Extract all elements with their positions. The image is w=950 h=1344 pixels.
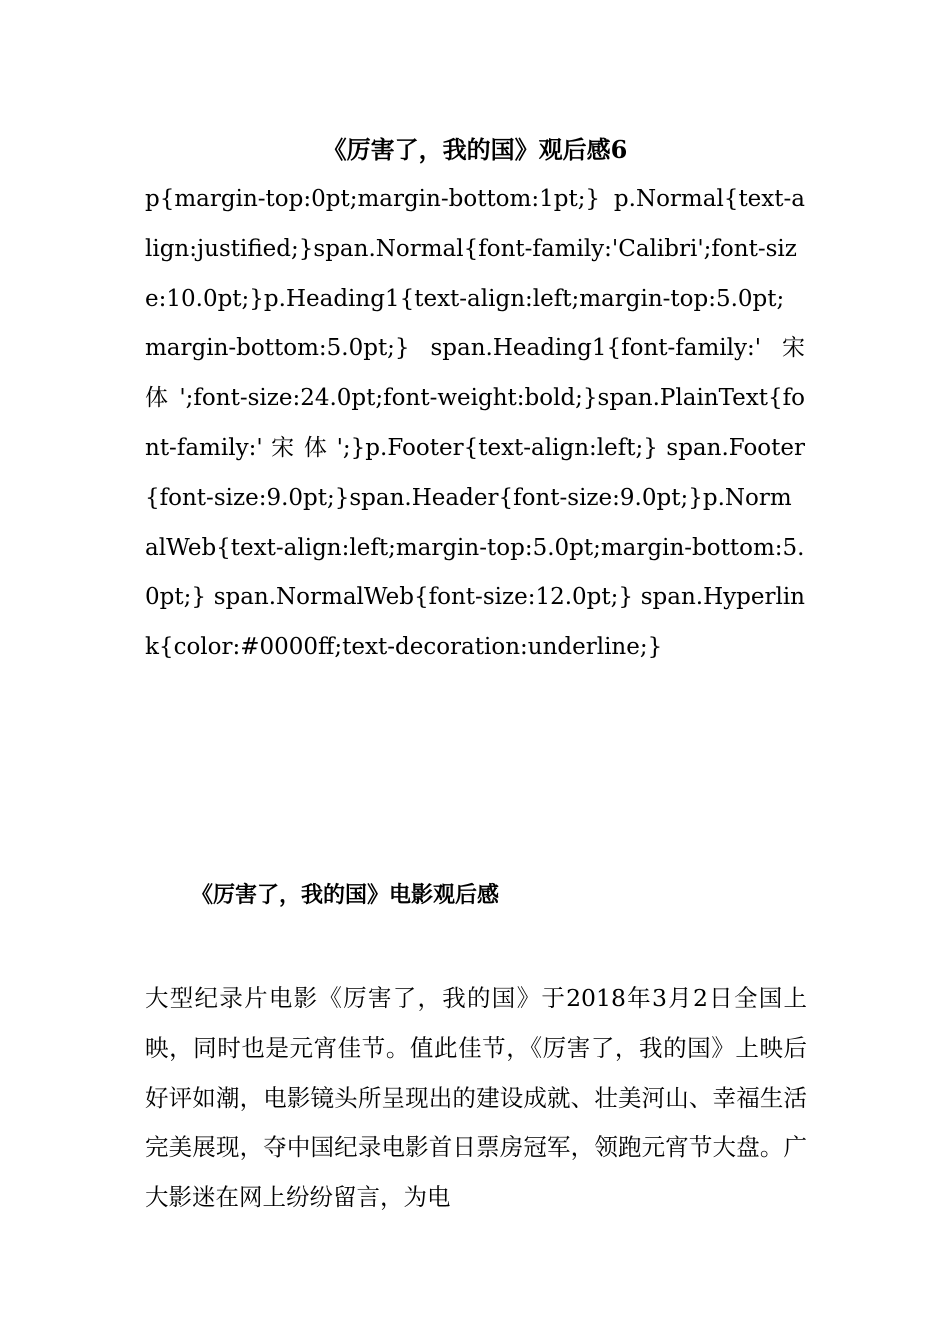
article-subheading: 《厉害了，我的国》电影观后感: [191, 882, 500, 908]
document-title: 《厉害了，我的国》观后感6: [322, 135, 628, 164]
article-paragraph: 大型纪录片电影《厉害了，我的国》于2018年3月2日全国上映，同时也是元宵佳节。值此佳节，《厉害了，我的国》上映后好评如潮，电影镜头所呈现出的建设成就、壮美河山、幸福生活完美展现，夺中国纪录电影首日票房冠军，领跑元宵节大盘。广大影迷在网上纷纷留言，为电: [145, 984, 807, 1212]
embedded-css-text: p{margin-top:0pt;margin-bottom:1pt;} p.Normal{text-align:justified;}span.Normal{font-family:'Calibri';font-size:10.0pt;}p.Heading1{text-align:left;margin-top:5.0pt;margin-bottom:5.0pt;} span.Heading1{font-family:' 宋 体 ';font-size:24.0pt;font-weight:bold;}span.PlainText{font-family:' 宋 体 ';}p.Footer{text-align:left;} span.Footer{font-size:9.0pt;}span.Header{font-size:9.0pt;}p.NormalWeb{text-align:left;margin-top:5.0pt;margin-bottom:5.0pt;} span.NormalWeb{font-size:12.0pt;} span.Hyperlink{color:#0000ff;text-decoration:underline;}: [145, 186, 805, 661]
